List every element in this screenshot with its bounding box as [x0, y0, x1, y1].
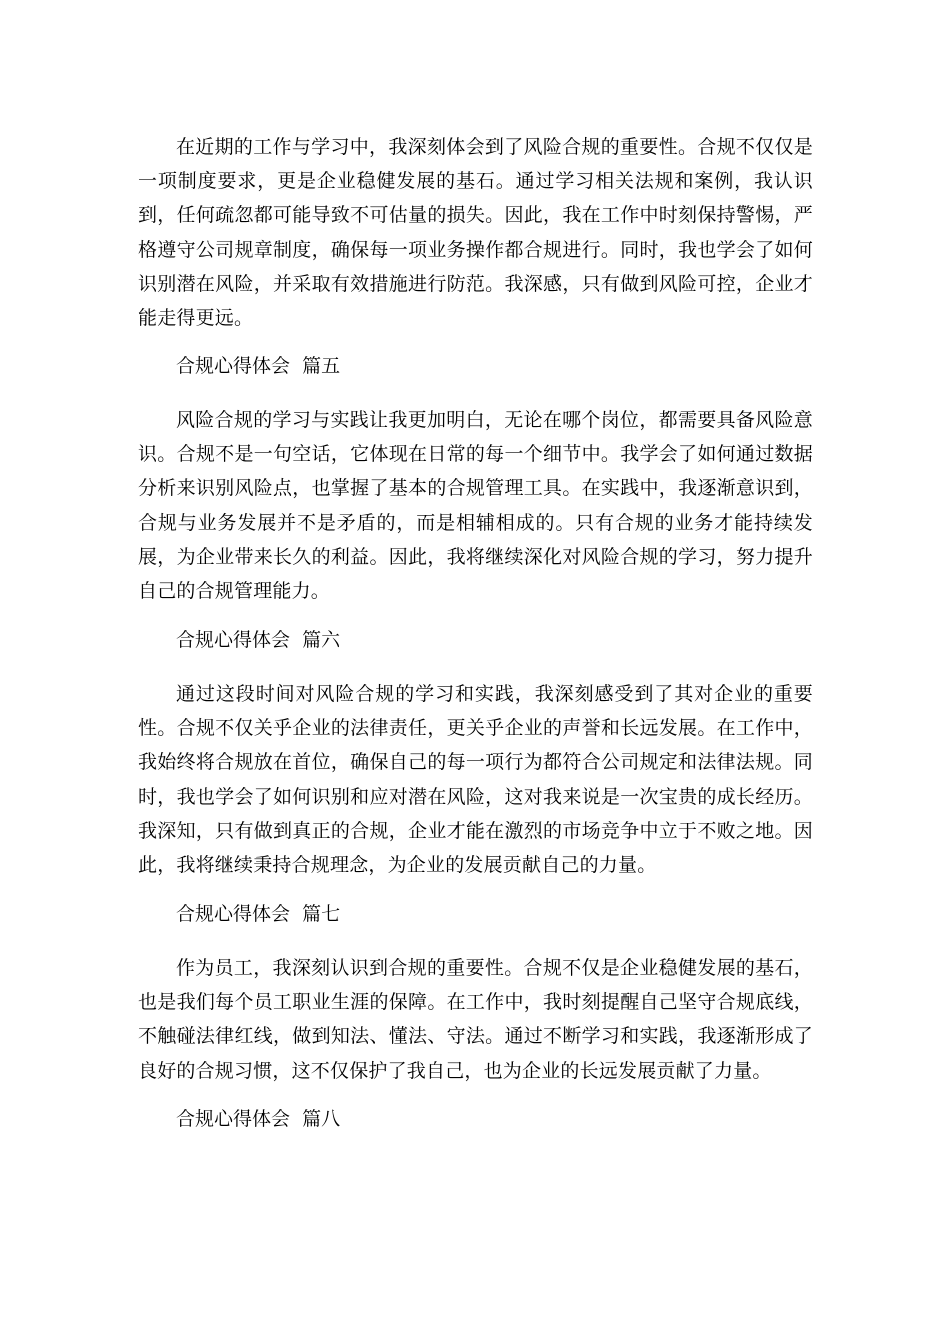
section-heading-5: 合规心得体会 篇五	[176, 355, 341, 377]
paragraph-text: 通过这段时间对风险合规的学习和实践，我深刻感受到了其对企业的重要性。合规不仅关乎企业的法律责任，更关乎企业的声誉和长远发展。在工作中，我始终将合规放在首位，确保自己的每一项行为都符合公司规定和法律法规。同时，我也学会了如何识别和应对潜在风险，这对我来说是一次宝贵的成长经历。我深知，只有做到真正的合规，企业才能在激烈的市场竞争中立于不败之地。因此，我将继续秉持合规理念，为企业的发展贡献自己的力量。	[138, 683, 813, 877]
paragraph-section-7	[138, 951, 813, 1088]
paragraph-section-6	[138, 677, 813, 882]
paragraph-intro	[138, 130, 813, 335]
section-heading-8: 合规心得体会 篇八	[176, 1108, 341, 1130]
paragraph-text: 风险合规的学习与实践让我更加明白，无论在哪个岗位，都需要具备风险意识。合规不是一句空话，它体现在日常的每一个细节中。我学会了如何通过数据分析来识别风险点，也掌握了基本的合规管理工具。在实践中，我逐渐意识到，合规与业务发展并不是矛盾的，而是相辅相成的。只有合规的业务才能持续发展，为企业带来长久的利益。因此，我将继续深化对风险合规的学习，努力提升自己的合规管理能力。	[138, 409, 813, 603]
section-heading-7: 合规心得体会 篇七	[176, 903, 341, 925]
section-heading-6: 合规心得体会 篇六	[176, 629, 341, 651]
paragraph-section-5	[138, 403, 813, 608]
paragraph-text: 在近期的工作与学习中，我深刻体会到了风险合规的重要性。合规不仅仅是一项制度要求，更是企业稳健发展的基石。通过学习相关法规和案例，我认识到，任何疏忽都可能导致不可估量的损失。因此，我在工作中时刻保持警惕，严格遵守公司规章制度，确保每一项业务操作都合规进行。同时，我也学会了如何识别潜在风险，并采取有效措施进行防范。我深感，只有做到风险可控，企业才能走得更远。	[138, 136, 813, 330]
paragraph-text: 作为员工，我深刻认识到合规的重要性。合规不仅是企业稳健发展的基石，也是我们每个员工职业生涯的保障。在工作中，我时刻提醒自己坚守合规底线，不触碰法律红线，做到知法、懂法、守法。通过不断学习和实践，我逐渐形成了良好的合规习惯，这不仅保护了我自己，也为企业的长远发展贡献了力量。	[138, 957, 813, 1082]
